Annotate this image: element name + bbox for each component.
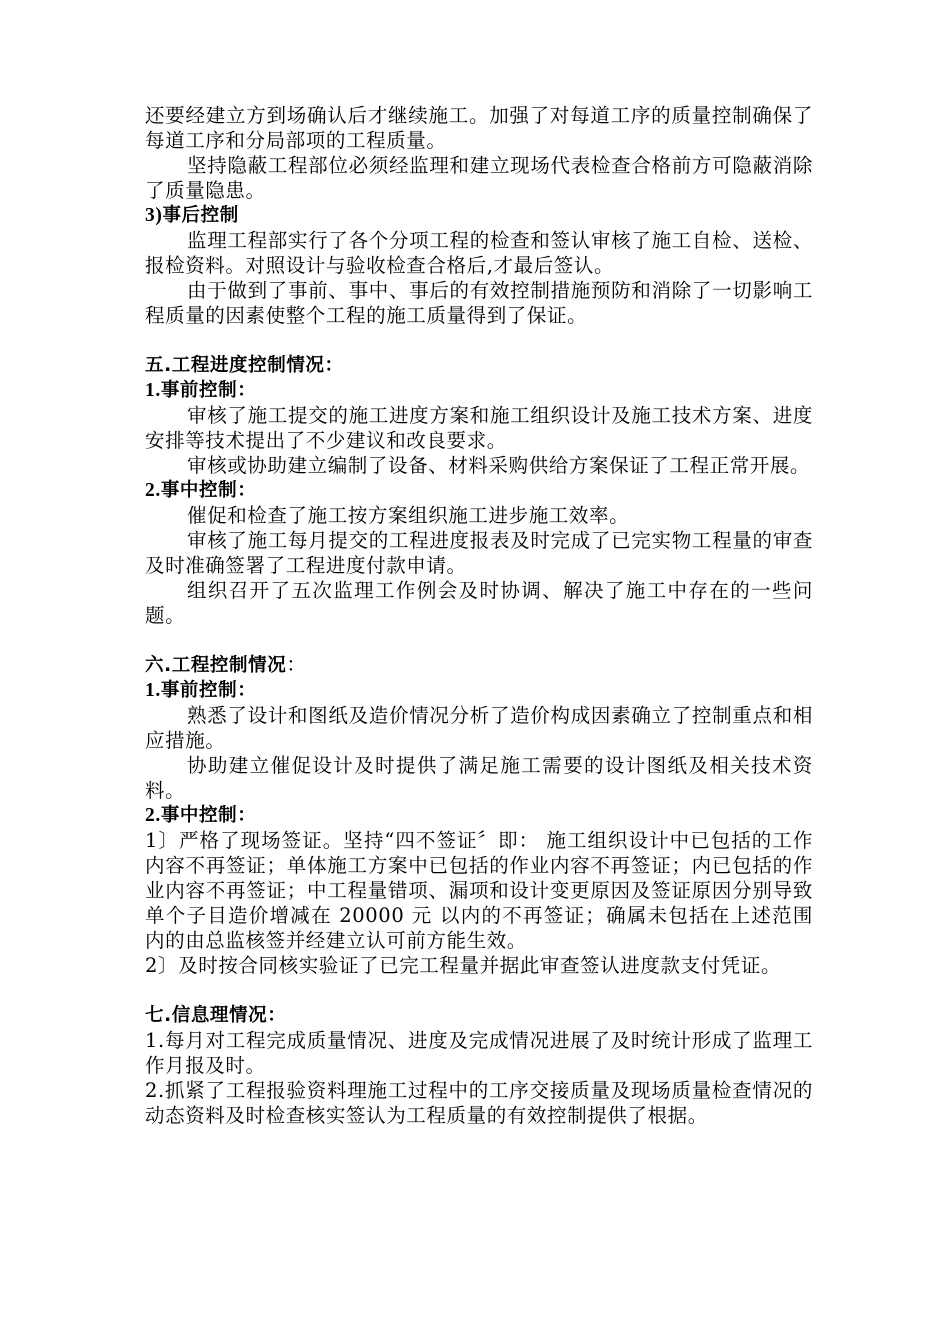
section-heading-cost xyxy=(145,653,813,678)
subheading-pre-control xyxy=(145,378,813,403)
list-item: 2〕及时按合同核实验证了已完工程量并据此审查签认进度款支付凭证。 xyxy=(145,954,782,977)
paragraph: 审核了施工提交的施工进度方案和施工组织设计及施工技术方案、进度安排等技术提出了不少建议和改良要求。 xyxy=(145,404,813,452)
subheading-text: 事中控制： xyxy=(160,480,257,501)
section-title: 工程进度控制情况： xyxy=(171,355,344,376)
subheading-number: 1. xyxy=(145,680,161,701)
spacer xyxy=(145,978,813,1003)
subheading-text: 事前控制： xyxy=(160,680,257,701)
subheading-number: 2. xyxy=(145,805,161,826)
subheading-pre-control xyxy=(145,678,813,703)
paragraph: 监理工程部实行了各个分项工程的检查和签认审核了施工自检、送检、报检资料。对照设计与验收检查合格后,才最后签认。 xyxy=(145,229,813,277)
paragraph: 审核了施工每月提交的工程进度报表及时完成了已完实物工程量的审查及时准确签署了工程进度付款申请。 xyxy=(145,529,813,577)
list-item: 2.抓紧了工程报验资料理施工过程中的工序交接质量及现场质量检查情况的动态资料及时检查核实签认为工程质量的有效控制提供了根据。 xyxy=(145,1079,813,1127)
paragraph: 还要经建立方到场确认后才继续施工。加强了对每道工序的质量控制确保了每道工序和分局部项的工程质量。 xyxy=(145,104,813,152)
subheading-mid-control xyxy=(145,803,813,828)
subheading-text: 事中控制： xyxy=(160,805,257,826)
subheading-number: 2. xyxy=(145,480,161,501)
document-page xyxy=(145,103,813,1128)
subheading-post-control xyxy=(145,203,813,228)
spacer xyxy=(145,628,813,653)
paragraph: 熟悉了设计和图纸及造价情况分析了造价构成因素确立了控制重点和相应措施。 xyxy=(145,704,813,752)
spacer xyxy=(145,328,813,353)
list-item: 1.每月对工程完成质量情况、进度及完成情况进展了及时统计形成了监理工作月报及时。 xyxy=(145,1029,813,1077)
paragraph: 审核或协助建立编制了设备、材料采购供给方案保证了工程正常开展。 xyxy=(187,454,811,477)
paragraph: 由于做到了事前、事中、事后的有效控制措施预防和消除了一切影响工程质量的因素使整个工程的施工质量得到了保证。 xyxy=(145,279,813,327)
subheading-text: 事后控制 xyxy=(162,205,239,226)
section-title-colon: ： xyxy=(286,655,307,676)
section-number: 五. xyxy=(145,355,172,376)
section-number: 六. xyxy=(145,655,172,676)
section-title: 信息理情况： xyxy=(171,1005,287,1026)
paragraph: 组织召开了五次监理工作例会及时协调、解决了施工中存在的一些问题。 xyxy=(145,579,813,627)
section-heading-progress xyxy=(145,353,813,378)
subheading-mid-control xyxy=(145,478,813,503)
subheading-number: 3) xyxy=(145,205,163,226)
list-item: 1〕严格了现场签证。坚持“四不签证〞即： 施工组织设计中已包括的工作内容不再签证；单体施工方案中已包括的作业内容不再签证；内已包括的作业内容不再签证；中工程量错项、漏项和设计变更原因及签证原因分别导致单个子目造价增减在 20000 元 以内的不再签证；确属未包括在上述范围内的由总监核签并经建立认可前方能生效。 xyxy=(145,829,813,952)
section-heading-information xyxy=(145,1003,813,1028)
section-title: 工程控制情况 xyxy=(171,655,287,676)
subheading-text: 事前控制： xyxy=(160,380,257,401)
subheading-number: 1. xyxy=(145,380,161,401)
paragraph: 坚持隐蔽工程部位必须经监理和建立现场代表检查合格前方可隐蔽消除了质量隐患。 xyxy=(145,154,813,202)
section-number: 七. xyxy=(145,1005,172,1026)
paragraph: 协助建立催促设计及时提供了满足施工需要的设计图纸及相关技术资料。 xyxy=(145,754,813,802)
paragraph: 催促和检查了施工按方案组织施工进步施工效率。 xyxy=(187,504,630,527)
